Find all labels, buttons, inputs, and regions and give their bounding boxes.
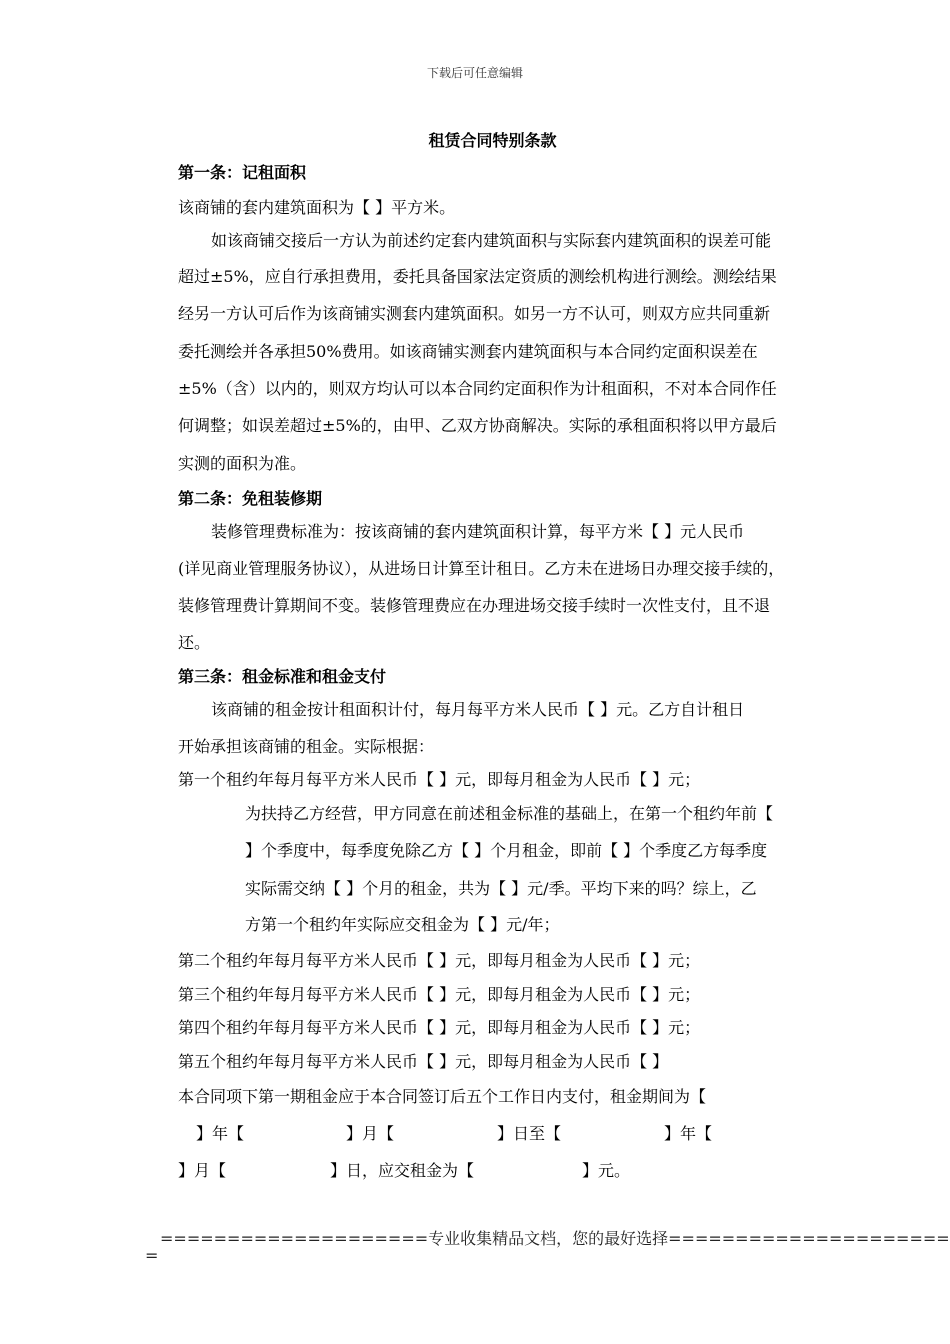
section-1-heading: 第一条：记租面积 bbox=[178, 163, 307, 182]
paragraph-line: 如该商铺交接后一方认为前述约定套内建筑面积与实际套内建筑面积的误差可能 bbox=[211, 231, 772, 250]
rent-year-3-line: 第三个租约年每月每平方米人民币【 】元，即每月租金为人民币【 】元； bbox=[178, 985, 701, 1004]
paragraph-line: 经另一方认可后作为该商铺实测套内建筑面积。如另一方不认可，则双方应共同重新 bbox=[178, 304, 771, 323]
date-blank-month: 】月【 bbox=[346, 1124, 395, 1143]
paragraph-line: 】个季度中，每季度免除乙方【 】个月租金，即前【 】个季度乙方每季度 bbox=[245, 841, 768, 860]
section-3-heading: 第三条：租金标准和租金支付 bbox=[178, 667, 387, 686]
date-blank-year: 】年【 bbox=[196, 1124, 245, 1143]
page-header-note: 下载后可任意编辑 bbox=[426, 66, 523, 80]
date-blank-year-2: 】年【 bbox=[664, 1124, 713, 1143]
rent-year-4-line: 第四个租约年每月每平方米人民币【 】元，即每月租金为人民币【 】元； bbox=[178, 1018, 701, 1037]
paragraph-line: 装修管理费计算期间不变。装修管理费应在办理进场交接手续时一次性支付，且不退 bbox=[178, 596, 771, 615]
paragraph-line: 超过±5%，应自行承担费用，委托具备国家法定资质的测绘机构进行测绘。测绘结果 bbox=[178, 267, 777, 286]
paragraph-line: ±5%（含）以内的，则双方均认可以本合同约定面积作为计租面积，不对本合同作任 bbox=[178, 379, 777, 398]
paragraph-line: 委托测绘并各承担50%费用。如该商铺实测套内建筑面积与本合同约定面积误差在 bbox=[178, 342, 758, 361]
footer-banner: ====================专业收集精品文档，您的最好选择===================== bbox=[160, 1229, 950, 1248]
rent-year-2-line: 第二个租约年每月每平方米人民币【 】元，即每月租金为人民币【 】元； bbox=[178, 951, 701, 970]
paragraph-line: 何调整；如误差超过±5%的，由甲、乙双方协商解决。实际的承租面积将以甲方最后 bbox=[178, 416, 777, 435]
paragraph-line: 该商铺的租金按计租面积计付，每月每平方米人民币【 】元。乙方自计租日 bbox=[211, 700, 745, 719]
paragraph-line: 开始承担该商铺的租金。实际根据： bbox=[178, 737, 435, 756]
section-2-heading: 第二条：免租装修期 bbox=[178, 489, 323, 508]
date-blank-day-amount: 】日，应交租金为【 bbox=[330, 1161, 475, 1180]
paragraph-line: 本合同项下第一期租金应于本合同签订后五个工作日内支付，租金期间为【 bbox=[178, 1087, 707, 1106]
amount-blank-end: 】元。 bbox=[582, 1161, 631, 1180]
paragraph-line: (详见商业管理服务协议），从进场日计算至计租日。乙方未在进场日办理交接手续的， bbox=[178, 559, 785, 578]
date-blank-month-2: 】月【 bbox=[178, 1161, 227, 1180]
paragraph-line: 实际需交纳【 】个月的租金，共为【 】元/季。平均下来的吗？综上，乙 bbox=[245, 879, 757, 898]
rent-year-1-line: 第一个租约年每月每平方米人民币【 】元，即每月租金为人民币【 】元； bbox=[178, 770, 701, 789]
paragraph-line: 装修管理费标准为：按该商铺的套内建筑面积计算，每平方米【 】元人民币 bbox=[211, 522, 745, 541]
document-title: 租赁合同特别条款 bbox=[428, 131, 557, 150]
paragraph-line: 还。 bbox=[178, 633, 211, 652]
paragraph-line: 该商铺的套内建筑面积为【 】平方米。 bbox=[178, 198, 456, 217]
date-blank-day-to: 】日至【 bbox=[497, 1124, 562, 1143]
footer-banner-tail: = bbox=[145, 1246, 159, 1265]
paragraph-line: 为扶持乙方经营，甲方同意在前述租金标准的基础上，在第一个租约年前【 bbox=[245, 804, 774, 823]
paragraph-line: 实测的面积为准。 bbox=[178, 454, 307, 473]
paragraph-line: 方第一个租约年实际应交租金为【 】元/年； bbox=[245, 915, 560, 934]
rent-year-5-line: 第五个租约年每月每平方米人民币【 】元，即每月租金为人民币【 】 bbox=[178, 1052, 669, 1071]
